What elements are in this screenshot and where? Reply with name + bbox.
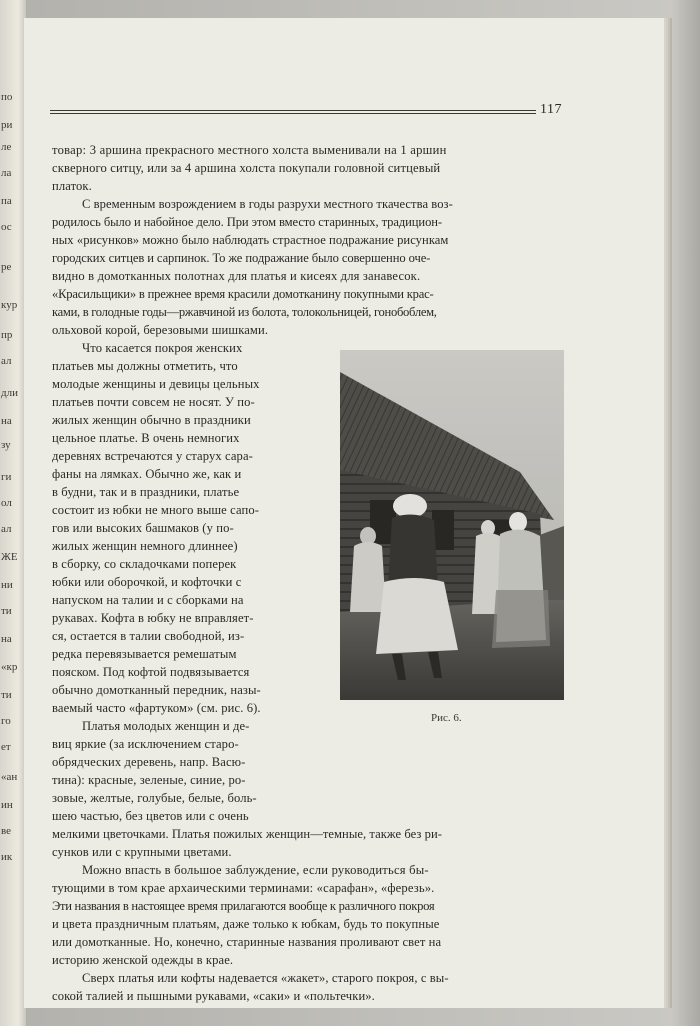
text-line: обрядческих деревень, напр. Васю- bbox=[52, 755, 246, 769]
prev-page-fragment: ет bbox=[1, 741, 11, 753]
text-line: С временным возрождением в годы разрухи местного ткачества воз- bbox=[82, 197, 453, 211]
text-line: городских ситцев и сарпинок. То же подражание было совершенно оче- bbox=[52, 251, 431, 265]
prev-page-fragment: «ан bbox=[1, 771, 18, 783]
previous-page-edge bbox=[0, 0, 26, 1026]
prev-page-fragment: зу bbox=[1, 439, 11, 451]
text-line: родилось было и набойное дело. При этом вместо старинных, традицион- bbox=[52, 215, 443, 229]
figure-photo bbox=[340, 350, 564, 700]
prev-page-fragment: па bbox=[1, 195, 12, 207]
text-line: ваемый часто «фартуком» (см. рис. 6). bbox=[52, 701, 261, 715]
text-line: напуском на талии и с сборками на bbox=[52, 593, 244, 607]
text-line: состоит из юбки не много выше сапо- bbox=[52, 503, 260, 517]
text-line: сунков или с крупными цветами. bbox=[52, 845, 232, 859]
text-line: цельное платье. В очень немногих bbox=[52, 431, 240, 445]
prev-page-fragment: кур bbox=[1, 299, 18, 311]
text-line: мелкими цветочками. Платья пожилых женщин—темные, также без ри- bbox=[52, 827, 443, 841]
prev-page-fragment: ни bbox=[1, 579, 13, 591]
text-line: фаны на лямках. Обычно же, как и bbox=[52, 467, 242, 481]
text-line: товар: 3 аршина прекрасного местного холста выменивали на 1 аршин bbox=[52, 143, 447, 157]
prev-page-fragment: ол bbox=[1, 497, 12, 509]
text-line: жилых женщин немного длиннее) bbox=[52, 539, 238, 553]
text-line: молодые женщины и девицы цельных bbox=[52, 377, 260, 391]
text-line: рукавах. Кофта в юбку не вправляет- bbox=[52, 611, 254, 625]
prev-page-fragment: ЖЕ bbox=[1, 551, 18, 563]
prev-page-fragment: ти bbox=[1, 689, 12, 701]
text-line: или домотканные. Но, конечно, старинные названия проливают свет на bbox=[52, 935, 442, 949]
text-line: и цвета праздничным платьям, даже только к юбкам, будь то покупные bbox=[52, 917, 440, 931]
text-line: Сверх платья или кофты надевается «жакет», старого покроя, с вы- bbox=[82, 971, 449, 985]
prev-page-fragment: ги bbox=[1, 471, 12, 483]
prev-page-fragment: дли bbox=[1, 387, 18, 399]
prev-page-fragment: пр bbox=[1, 329, 13, 341]
prev-page-fragment: на bbox=[1, 633, 12, 645]
text-line: Эти названия в настоящее время прилагаются вообще к различного покроя bbox=[52, 899, 435, 913]
prev-page-fragment: по bbox=[1, 91, 13, 103]
text-line: «Красильщики» в прежнее время красили домотканину покупными крас- bbox=[52, 287, 434, 301]
text-line: скверного ситцу, или за 4 аршина холста покупали головной ситцевый bbox=[52, 161, 441, 175]
text-line: гов или высоких башмаков (у по- bbox=[52, 521, 234, 535]
prev-page-fragment: «кр bbox=[1, 661, 18, 673]
prev-page-fragment: ал bbox=[1, 523, 12, 535]
text-line: жилых женщин обычно в праздники bbox=[52, 413, 251, 427]
page-number: 117 bbox=[540, 102, 562, 117]
prev-page-fragment: ти bbox=[1, 605, 12, 617]
text-line: редка перевязывается ремешатым bbox=[52, 647, 237, 661]
text-line: в будни, так и в праздники, платье bbox=[52, 485, 240, 499]
text-line: тина): красные, зеленые, синие, ро- bbox=[52, 773, 246, 787]
text-line: тующими в том крае архаическими терминами: «сарафан», «ферезь». bbox=[52, 881, 435, 895]
text-line: историю женской одежды в крае. bbox=[52, 953, 234, 967]
header-rule bbox=[50, 110, 536, 114]
prev-page-fragment: ри bbox=[1, 119, 13, 131]
text-line: Можно впасть в большое заблуждение, если руководиться бы- bbox=[82, 863, 429, 877]
prev-page-fragment: ла bbox=[1, 167, 12, 179]
text-line: видно в домотканных полотнах для платья и кисеях для занавесок. bbox=[52, 269, 421, 283]
text-line: Платья молодых женщин и де- bbox=[82, 719, 250, 733]
text-line: шею частью, без цветов или с очень bbox=[52, 809, 249, 823]
figure-caption: Рис. 6. bbox=[431, 712, 462, 724]
text-line: ных «рисунков» можно было наблюдать страстное подражание рисункам bbox=[52, 233, 449, 247]
text-line: платок. bbox=[52, 179, 92, 193]
text-line: зовые, желтые, голубые, белые, боль- bbox=[52, 791, 257, 805]
text-line: деревнях встречаются у старух сара- bbox=[52, 449, 253, 463]
prev-page-fragment: ве bbox=[1, 825, 12, 837]
text-line: ольховой корой, березовыми шишками. bbox=[52, 323, 269, 337]
prev-page-fragment: на bbox=[1, 415, 12, 427]
prev-page-fragment: ал bbox=[1, 355, 12, 367]
figure-photo-illustration bbox=[340, 350, 564, 700]
text-line: сокой талией и пышными рукавами, «саки» и «польтечки». bbox=[52, 989, 375, 1003]
text-line: платьев почти совсем не носят. У по- bbox=[52, 395, 255, 409]
prev-page-fragment: ле bbox=[1, 141, 12, 153]
text-line: платьев мы должны отметить, что bbox=[52, 359, 238, 373]
prev-page-fragment: ос bbox=[1, 221, 12, 233]
text-line: Что касается покроя женских bbox=[82, 341, 243, 355]
text-line: пояском. Под кофтой подвязывается bbox=[52, 665, 250, 679]
text-line: ками, в голодные годы—ржавчиной из болота, толокольницей, гонобоблем, bbox=[52, 305, 437, 319]
text-line: виц яркие (за исключением старо- bbox=[52, 737, 239, 751]
text-line: ся, остается в талии свободной, из- bbox=[52, 629, 245, 643]
prev-page-fragment: ре bbox=[1, 261, 12, 273]
prev-page-fragment: ик bbox=[1, 851, 13, 863]
prev-page-fragment: ин bbox=[1, 799, 13, 811]
book-page bbox=[24, 18, 664, 1008]
text-line: обычно домотканный передник, назы- bbox=[52, 683, 261, 697]
text-line: в сборку, со складочками поперек bbox=[52, 557, 237, 571]
prev-page-fragment: го bbox=[1, 715, 11, 727]
text-line: юбки или оборочкой, и кофточки с bbox=[52, 575, 242, 589]
